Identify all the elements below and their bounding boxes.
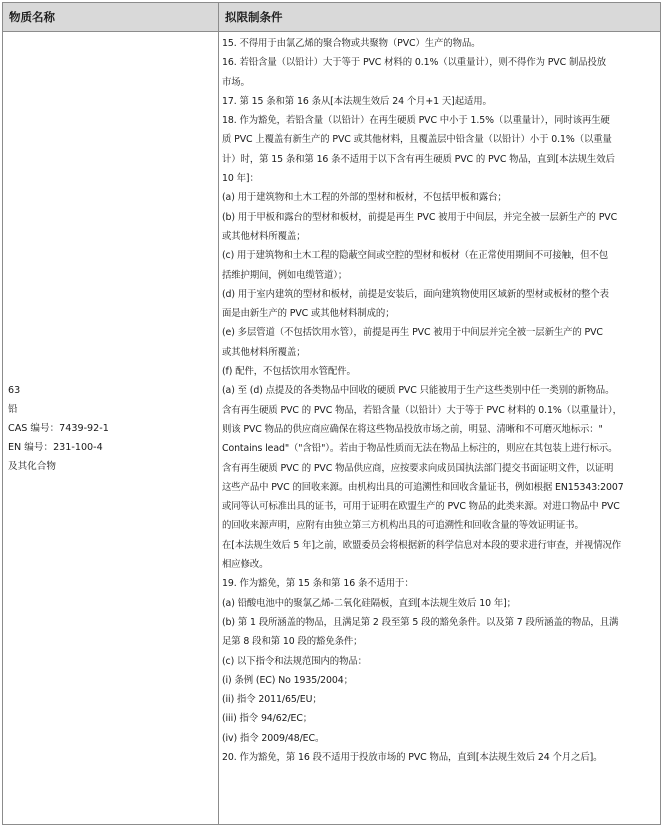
condition-line: 15. 不得用于由氯乙烯的聚合物或共聚物（PVC）生产的物品。 xyxy=(222,38,481,49)
condition-line: (iii) 指令 94/62/EC； xyxy=(222,713,313,725)
substance-cell xyxy=(3,32,219,825)
condition-line: 括维护期间，例如电缆管道）； xyxy=(222,269,348,281)
condition-line: 则该 PVC 物品的供应商应确保在将这些物品投放市场之前，明显、清晰和不可磨灭地标示：" xyxy=(222,423,603,435)
condition-line: (b) 用于甲板和露台的型材和板材，前提是再生 PVC 被用于中间层，并完全被一层新生产的 PVC xyxy=(222,211,618,223)
header-restriction-conditions: 拟限制条件 xyxy=(219,3,661,32)
condition-line: 含有再生硬质 PVC 的 PVC 物品，若铅含量（以铅计）大于等于 PVC 材料的 0.1%（以重量计）， xyxy=(222,404,622,416)
condition-line: 或同等认可标准出具的证书，可用于证明在欧盟生产的 PVC 物品的此类来源。对进口物品中 PVC xyxy=(222,501,620,513)
condition-line: 质 PVC 上覆盖有新生产的 PVC 或其他材料，且覆盖层中铅含量（以铅计）小于 0.1%（以重量 xyxy=(222,134,612,146)
condition-line: 18. 作为豁免，若铅含量（以铅计）在再生硬质 PVC 中小于 1.5%（以重量计），同时该再生硬 xyxy=(222,115,610,127)
condition-line: 计）时，第 15 条和第 16 条不适用于以下含有再生硬质 PVC 的 PVC 物品，直到[本法规生效后 xyxy=(222,153,615,165)
condition-line: 含有再生硬质 PVC 的 PVC 物品供应商，应按要求向成员国执法部门提交书面证明文件，以证明 xyxy=(222,462,614,474)
condition-line: 足第 8 段和第 10 段的豁免条件； xyxy=(222,636,363,648)
condition-line: (c) 用于建筑物和土木工程的隐蔽空间或空腔的型材和板材（在正常使用期间不可接触，但不包 xyxy=(222,250,609,262)
condition-line: (c) 以下指令和法规范围内的物品： xyxy=(222,655,367,667)
header-substance-name: 物质名称 xyxy=(3,3,219,32)
condition-line: 面是由新生产的 PVC 或其他材料制成的； xyxy=(222,308,395,320)
conditions-cell xyxy=(219,32,661,825)
condition-line: 10 年]： xyxy=(222,173,259,185)
condition-line: 17. 第 15 条和第 16 条从[本法规生效后 24 个月+1 天]起适用。 xyxy=(222,95,492,107)
entry-number: 63 xyxy=(8,384,21,396)
en-number: EN 编号：231-100-4 xyxy=(8,441,103,453)
condition-line: 的回收来源声明，应附有由独立第三方机构出具的可追溯性和回收含量的等效证明证书。 xyxy=(222,520,584,532)
condition-line: 市场。 xyxy=(222,76,250,88)
condition-line: 19. 作为豁免，第 15 条和第 16 条不适用于： xyxy=(222,578,414,590)
restriction-table xyxy=(2,2,661,825)
condition-line: (iv) 指令 2009/48/EC。 xyxy=(222,732,325,744)
condition-line: Contains lead"（"含铅"）。若由于物品性质而无法在物品上标注的，则应在其包装上进行标示。 xyxy=(222,443,618,455)
condition-line: (a) 铅酸电池中的聚氯乙烯-二氧化硅隔板，直到[本法规生效后 10 年]； xyxy=(222,597,516,609)
condition-line: 或其他材料所覆盖； xyxy=(222,230,306,242)
condition-line: 或其他材料所覆盖； xyxy=(222,346,306,358)
table-row xyxy=(3,32,661,825)
condition-line: (a) 至 (d) 点提及的各类物品中回收的硬质 PVC 只能被用于生产这些类别中任一类别的新物品。 xyxy=(222,385,615,397)
condition-line: (f) 配件，不包括饮用水管配件。 xyxy=(222,366,356,378)
substance-name: 铅 xyxy=(8,403,18,415)
condition-line: 这些产品中 PVC 的回收来源。由机构出具的可追溯性和回收含量证书，例如根据 EN15343:2007 xyxy=(222,481,624,493)
substance-compounds: 及其化合物 xyxy=(8,460,56,472)
condition-line: (ii) 指令 2011/65/EU； xyxy=(222,694,322,706)
header-row xyxy=(3,3,661,32)
condition-line: (a) 用于建筑物和土木工程的外部的型材和板材，不包括甲板和露台； xyxy=(222,192,507,204)
condition-line: 20. 作为豁免，第 16 段不适用于投放市场的 PVC 物品，直到[本法规生效后 24 个月之后]。 xyxy=(222,751,603,763)
condition-line: (i) 条例 (EC) No 1935/2004； xyxy=(222,674,353,686)
condition-line: 在[本法规生效后 5 年]之前，欧盟委员会将根据新的科学信息对本段的要求进行审查，并视情况作 xyxy=(222,539,622,551)
cas-number: CAS 编号：7439-92-1 xyxy=(8,422,109,434)
condition-line: 相应修改。 xyxy=(222,559,269,571)
condition-line: (e) 多层管道（不包括饮用水管），前提是再生 PVC 被用于中间层并完全被一层新生产的 PVC xyxy=(222,327,603,339)
condition-line: (d) 用于室内建筑的型材和板材，前提是安装后，面向建筑物使用区域新的型材或板材的整个表 xyxy=(222,288,609,300)
condition-line: (b) 第 1 段所涵盖的物品，且满足第 2 段至第 5 段的豁免条件。以及第 7 段所涵盖的物品，且满 xyxy=(222,616,619,628)
condition-line: 16. 若铅含量（以铅计）大于等于 PVC 材料的 0.1%（以重量计），则不得作为 PVC 制品投放 xyxy=(222,57,607,69)
